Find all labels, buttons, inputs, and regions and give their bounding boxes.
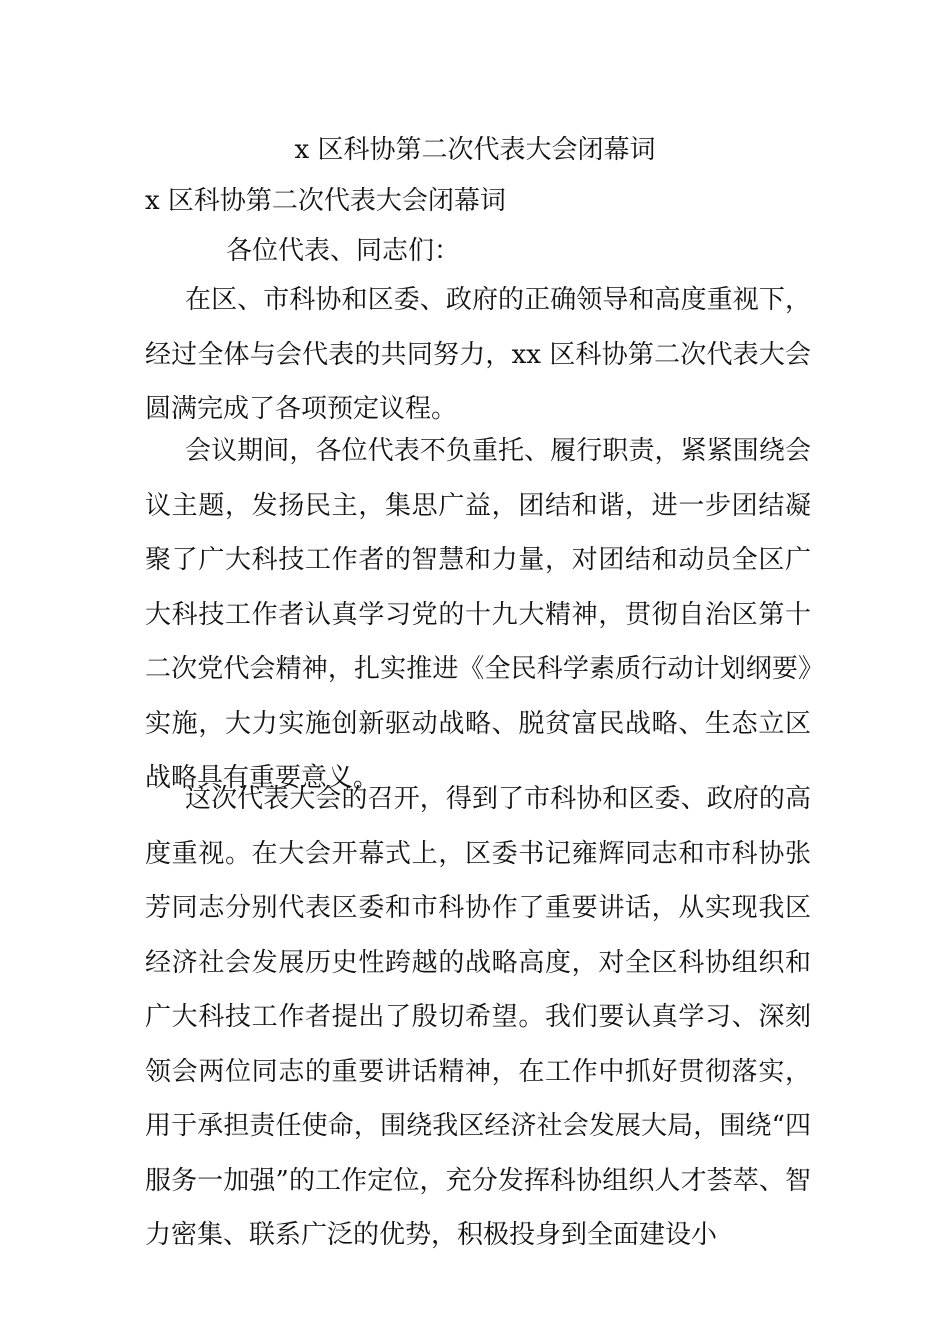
document-subtitle: x 区科协第二次代表大会闭幕词	[145, 186, 506, 216]
body-paragraph: 在区、市科协和区委、政府的正确领导和高度重视下，经过全体与会代表的共同努力，xx 区科协第二次代表大会圆满完成了各项预定议程。	[145, 285, 811, 424]
document-title: x 区科协第二次代表大会闭幕词	[294, 135, 656, 165]
body-paragraph: 会议期间，各位代表不负重托、履行职责，紧紧围绕会议主题，发扬民主，集思广益，团结和谐，进一步团结凝聚了广大科技工作者的智慧和力量，对团结和动员全区广大科技工作者认真学习党的十九大精神，贯彻自治区第十二次党代会精神，扎实推进《全民科学素质行动计划纲要》实施，大力实施创新驱动战略、脱贫富民战略、生态立区战略具有重要意义。	[145, 436, 811, 793]
body-paragraph: 这次代表大会的召开，得到了市科协和区委、政府的高度重视。在大会开幕式上，区委书记雍辉同志和市科协张芳同志分别代表区委和市科协作了重要讲话，从实现我区经济社会发展历史性跨越的战略高度，对全区科协组织和广大科技工作者提出了殷切希望。我们要认真学习、深刻领会两位同志的重要讲话精神，在工作中抓好贯彻落实，用于承担责任使命，围绕我区经济社会发展大局，围绕“四服务一加强”的工作定位，充分发挥科协组织人才荟萃、智力密集、联系广泛的优势，积极投身到全面建设小	[145, 784, 811, 1250]
salutation: 各位代表、同志们：	[226, 236, 461, 266]
